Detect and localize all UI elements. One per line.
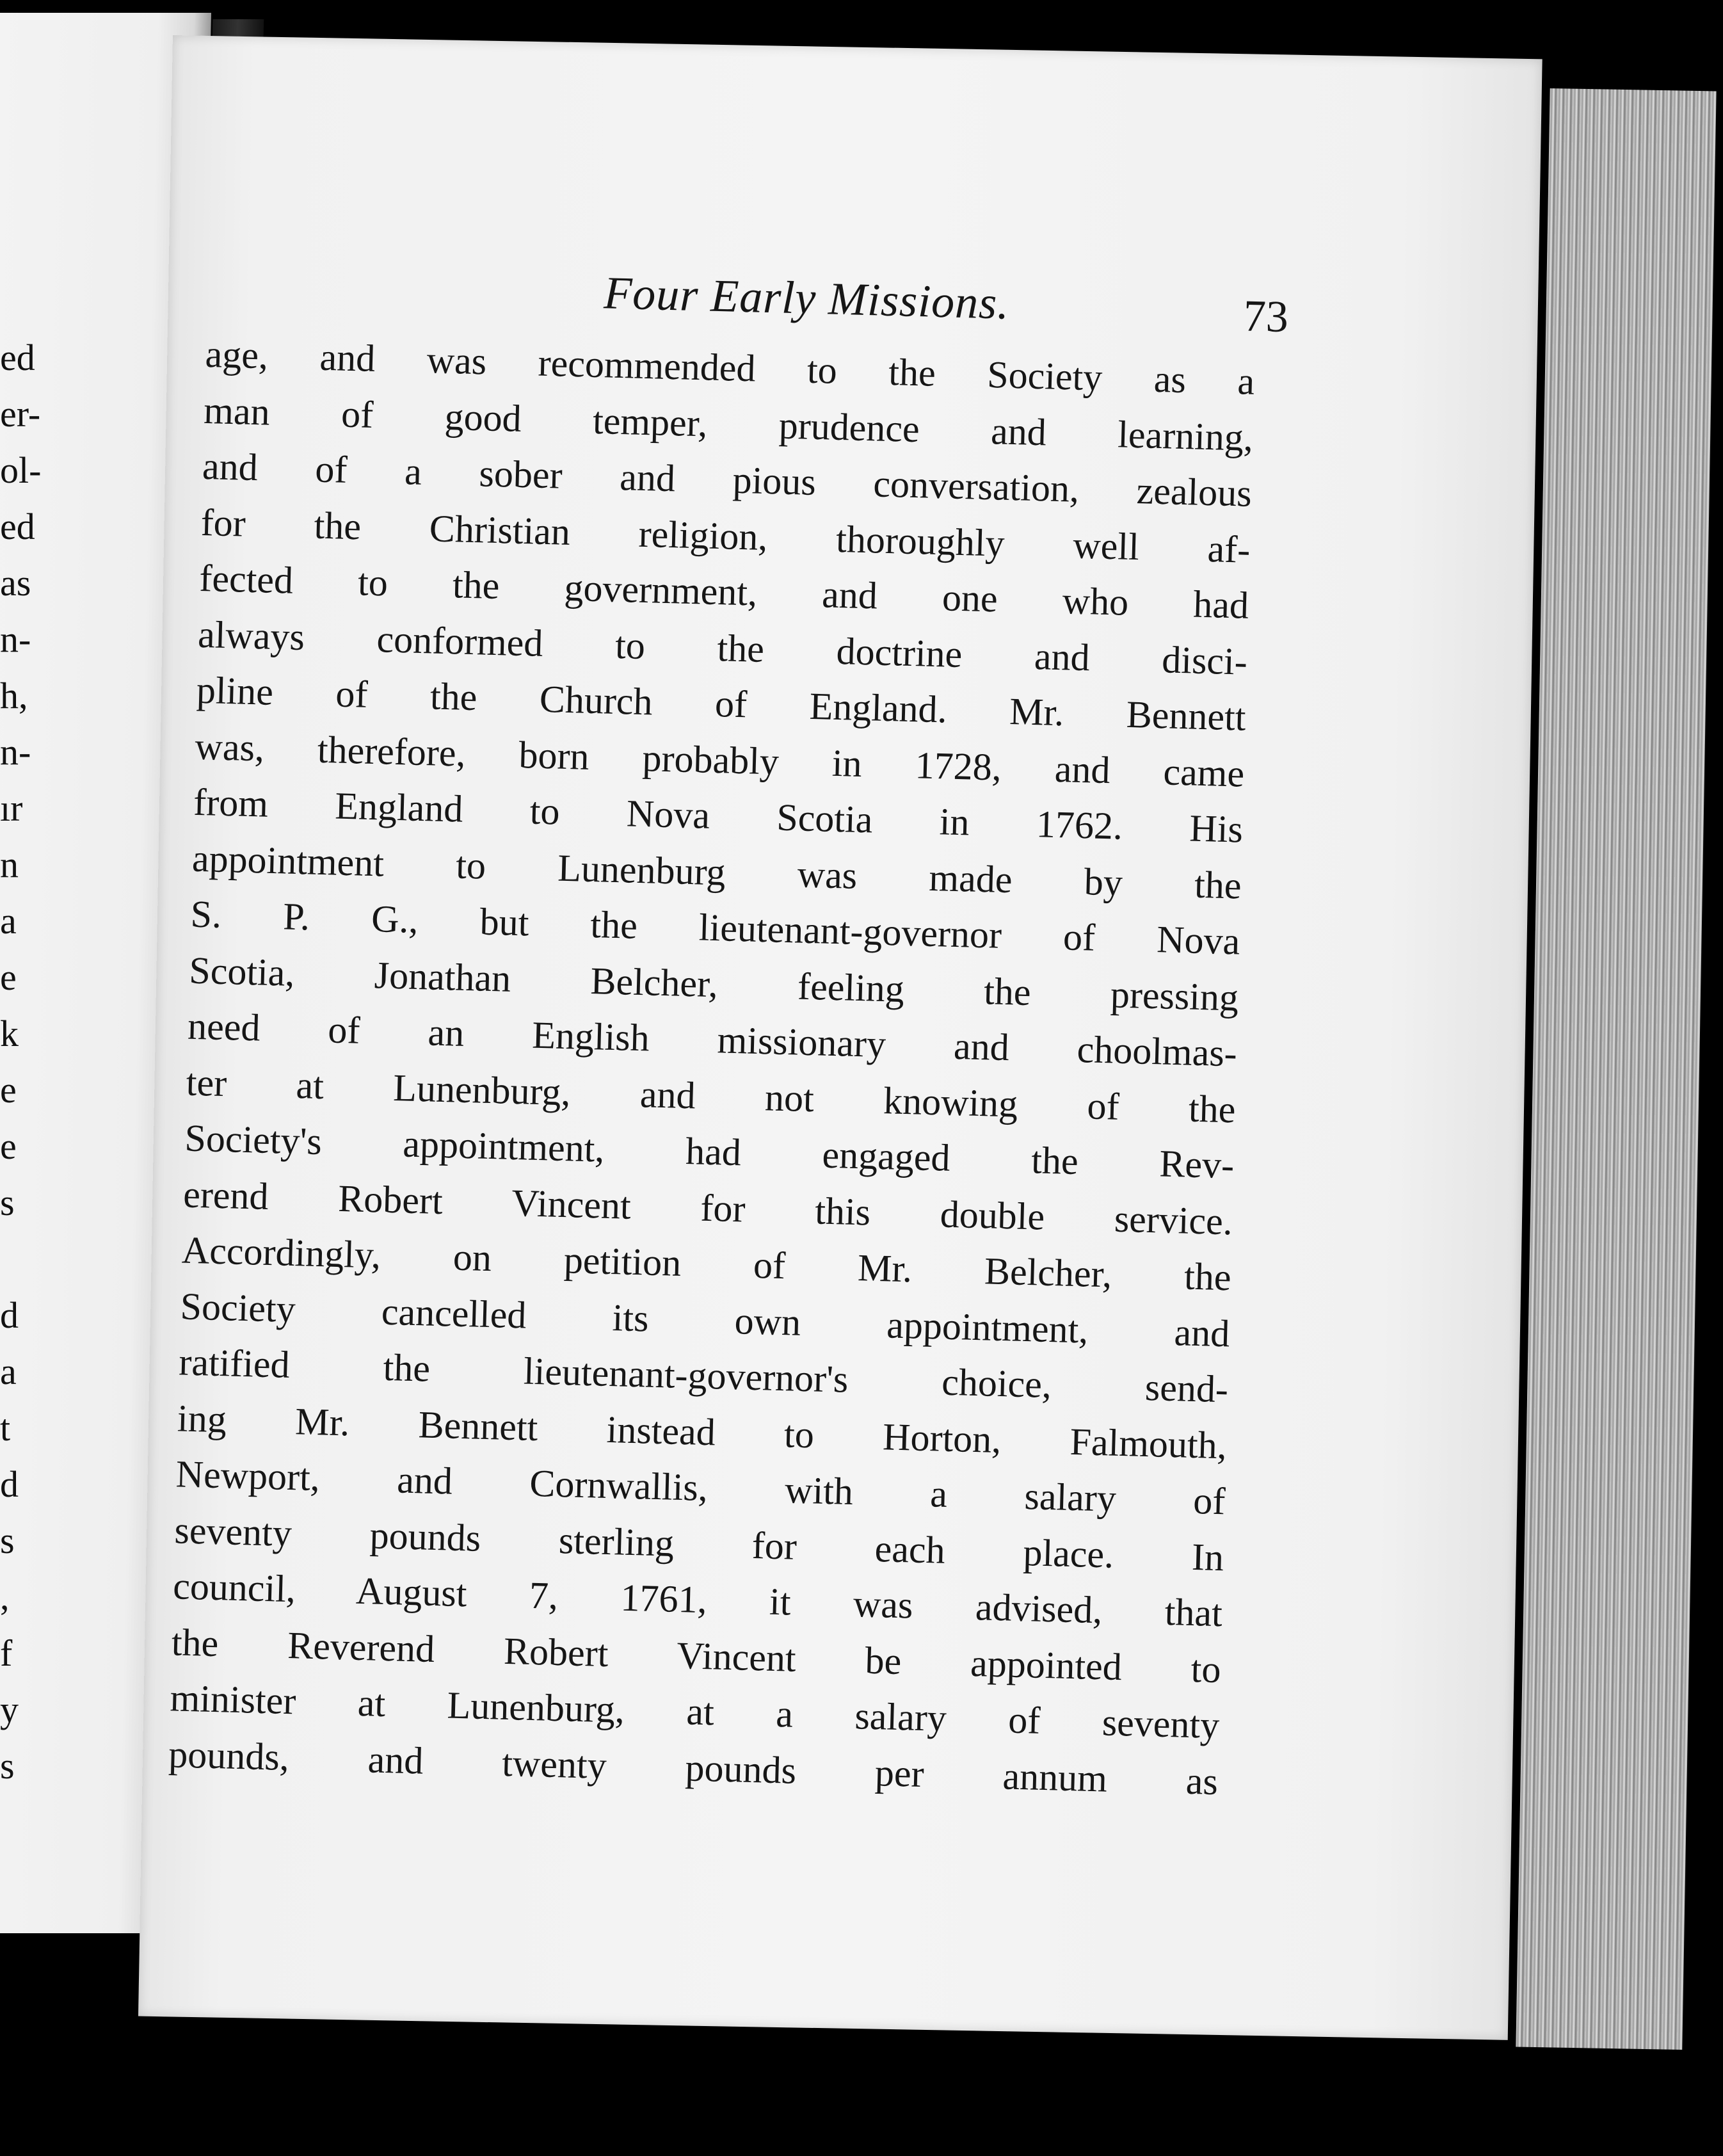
left-page-fragment: a <box>0 1351 17 1392</box>
left-page-fragment: s <box>0 1745 15 1787</box>
left-page-fragment: k <box>0 1013 19 1054</box>
text-line: minister at Lunenburg, at a salary of seventy <box>169 1677 1221 1747</box>
left-page-fragment: as <box>0 562 31 604</box>
left-page-fragment: n- <box>0 618 31 660</box>
page-edges <box>1516 88 1716 2050</box>
text-line: the Reverend Robert Vincent be appointed to <box>171 1620 1222 1691</box>
left-page-fragment: e <box>0 1069 17 1111</box>
left-page-fragment: y <box>0 1689 19 1730</box>
left-page-fragment: ol- <box>0 449 42 491</box>
left-page-fragment: d <box>0 1294 19 1336</box>
text-line: was, therefore, born probably in 1728, and came <box>194 725 1246 795</box>
left-page-fragment: er- <box>0 393 41 435</box>
page-number: 73 <box>1242 291 1289 342</box>
text-line: erend Robert Vincent for this double service. <box>182 1173 1233 1243</box>
text-line: Accordingly, on petition of Mr. Belcher, the <box>181 1228 1232 1299</box>
text-line: appointment to Lunenburg was made by the <box>191 837 1242 907</box>
page-content <box>168 250 1289 1810</box>
left-page-fragment: t <box>0 1407 11 1449</box>
left-page-fragment: d <box>0 1463 19 1505</box>
text-line: Scotia, Jonathan Belcher, feeling the pressing <box>188 949 1239 1019</box>
text-line: always conformed to the doctrine and disci- <box>197 613 1248 683</box>
text-line: and of a sober and pious conversation, zealous <box>202 444 1253 515</box>
left-page-fragment: e <box>0 956 17 998</box>
left-page-fragment: ed <box>0 337 35 378</box>
left-page-fragment: ed <box>0 506 35 547</box>
text-line: council, August 7, 1761, it was advised, that <box>172 1565 1223 1635</box>
left-page-fragment: ır <box>0 787 23 829</box>
text-line: Newport, and Cornwallis, with a salary of <box>175 1452 1226 1523</box>
text-line: ratified the lieutenant-governor's choice, send- <box>178 1340 1229 1411</box>
left-page-fragment: n <box>0 844 19 885</box>
text-line: from England to Nova Scotia in 1762. His <box>193 780 1244 851</box>
body-text <box>168 326 1255 1810</box>
left-page-fragment <box>0 1231 38 1287</box>
left-page-text-fragments <box>0 330 42 1794</box>
text-line: need of an English missionary and choolmas- <box>187 1004 1238 1075</box>
left-page-fragment: n- <box>0 731 31 773</box>
text-line: man of good temper, prudence and learning, <box>203 389 1254 459</box>
text-line: pline of the Church of England. Mr. Bennett <box>196 668 1247 739</box>
text-line: ing Mr. Bennett instead to Horton, Falmouth, <box>177 1396 1228 1467</box>
left-page-fragment: e <box>0 1125 17 1167</box>
left-page-fragment: s <box>0 1182 15 1223</box>
left-page-fragment: s <box>0 1520 15 1561</box>
text-line: S. P. G., but the lieutenant-governor of Nova <box>189 892 1241 963</box>
text-line: fected to the government, and one who had <box>198 556 1249 627</box>
left-page-fragment: , <box>0 1576 10 1618</box>
text-line: age, and was recommended to the Society as a <box>204 332 1256 403</box>
text-line: seventy pounds sterling for each place. In <box>173 1508 1224 1579</box>
running-title: Four Early Missions. <box>603 267 1011 329</box>
left-page-fragment: a <box>0 900 17 942</box>
text-line: for the Christian religion, thoroughly well af- <box>200 501 1251 571</box>
text-line: pounds, and twenty pounds per annum as <box>168 1732 1219 1803</box>
text-line: Society's appointment, had engaged the Rev- <box>184 1116 1235 1187</box>
text-line: Society cancelled its own appointment, and <box>179 1284 1231 1355</box>
text-line: ter at Lunenburg, and not knowing of the <box>186 1061 1237 1130</box>
left-page-fragment: h, <box>0 675 28 716</box>
left-page-fragment: f <box>0 1632 13 1674</box>
